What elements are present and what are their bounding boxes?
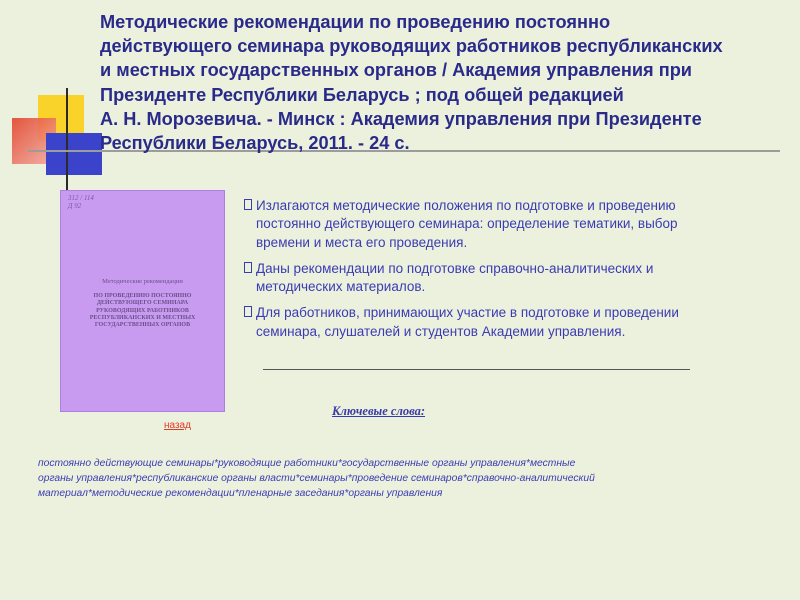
book-cover-line: РЕСПУБЛИКАНСКИХ И МЕСТНЫХ xyxy=(89,314,196,321)
title-line: Президенте Республики Беларусь ; под общей редакцией xyxy=(100,84,624,105)
title-line: и местных государственных органов / Академия управления при xyxy=(100,60,692,81)
bullet-box-icon xyxy=(244,262,252,273)
keywords-line: материал*методические рекомендации*пленарные заседания*органы управления xyxy=(38,488,443,499)
title-line: Республики Беларусь, 2011. - 24 с. xyxy=(100,133,410,154)
annotation-item xyxy=(244,260,764,297)
annotation-item xyxy=(244,197,764,252)
annotation-line: Для работников, принимающих участие в подготовке и проведении xyxy=(256,305,679,321)
annotation-item xyxy=(244,304,764,341)
book-stamp-line: 312 / 114 xyxy=(68,194,94,202)
title-line: Методические рекомендации по проведению постоянно xyxy=(100,12,611,32)
annotation-line: Излагаются методические положения по подготовке и проведению xyxy=(256,198,676,213)
book-library-stamp xyxy=(68,194,94,210)
book-cover-line: ПО ПРОВЕДЕНИЮ ПОСТОЯННО xyxy=(93,293,192,299)
title-line: А. Н. Морозевича. - Минск : Академия управления при Президенте xyxy=(100,108,702,129)
bullet-box-icon xyxy=(244,199,252,210)
keywords-text xyxy=(38,456,778,501)
bullet-box-icon xyxy=(244,306,252,317)
annotation-list xyxy=(244,197,764,349)
annotation-line: методических материалов. xyxy=(256,279,426,295)
decorative-blue-square xyxy=(46,133,102,175)
annotation-line: постоянно действующего семинара: определение тематики, выбор xyxy=(256,216,678,232)
annotation-line: Даны рекомендации по подготовке справочно-аналитических и xyxy=(256,260,654,276)
annotation-line: времени и места его проведения. xyxy=(256,234,468,250)
book-cover-line: ДЕЙСТВУЮЩЕГО СЕМИНАРА xyxy=(96,300,189,307)
keywords-line: органы управления*республиканские органы власти*семинары*проведение семинаров*справочно-аналитический xyxy=(38,473,595,484)
decorative-vertical-line xyxy=(66,88,68,194)
separator-line xyxy=(263,369,690,370)
book-series-title: Методические рекомендации xyxy=(102,278,183,285)
book-cover-image xyxy=(60,190,225,412)
book-stamp-line: Д 92 xyxy=(68,202,82,210)
book-cover-title xyxy=(60,293,225,329)
back-link[interactable]: назад xyxy=(164,420,191,431)
annotation-line: семинара, слушателей и студентов Академии управления. xyxy=(256,323,626,339)
keywords-heading: Ключевые слова: xyxy=(332,404,426,418)
book-cover-line: ГОСУДАРСТВЕННЫХ ОРГАНОВ xyxy=(94,322,191,329)
title-line: действующего семинара руководящих работников республиканских xyxy=(100,36,723,57)
keywords-line: постоянно действующие семинары*руководящие работники*государственные органы управления*местные xyxy=(38,458,576,469)
book-cover-line: РУКОВОДЯЩИХ РАБОТНИКОВ xyxy=(96,307,189,314)
page-title xyxy=(100,10,790,155)
